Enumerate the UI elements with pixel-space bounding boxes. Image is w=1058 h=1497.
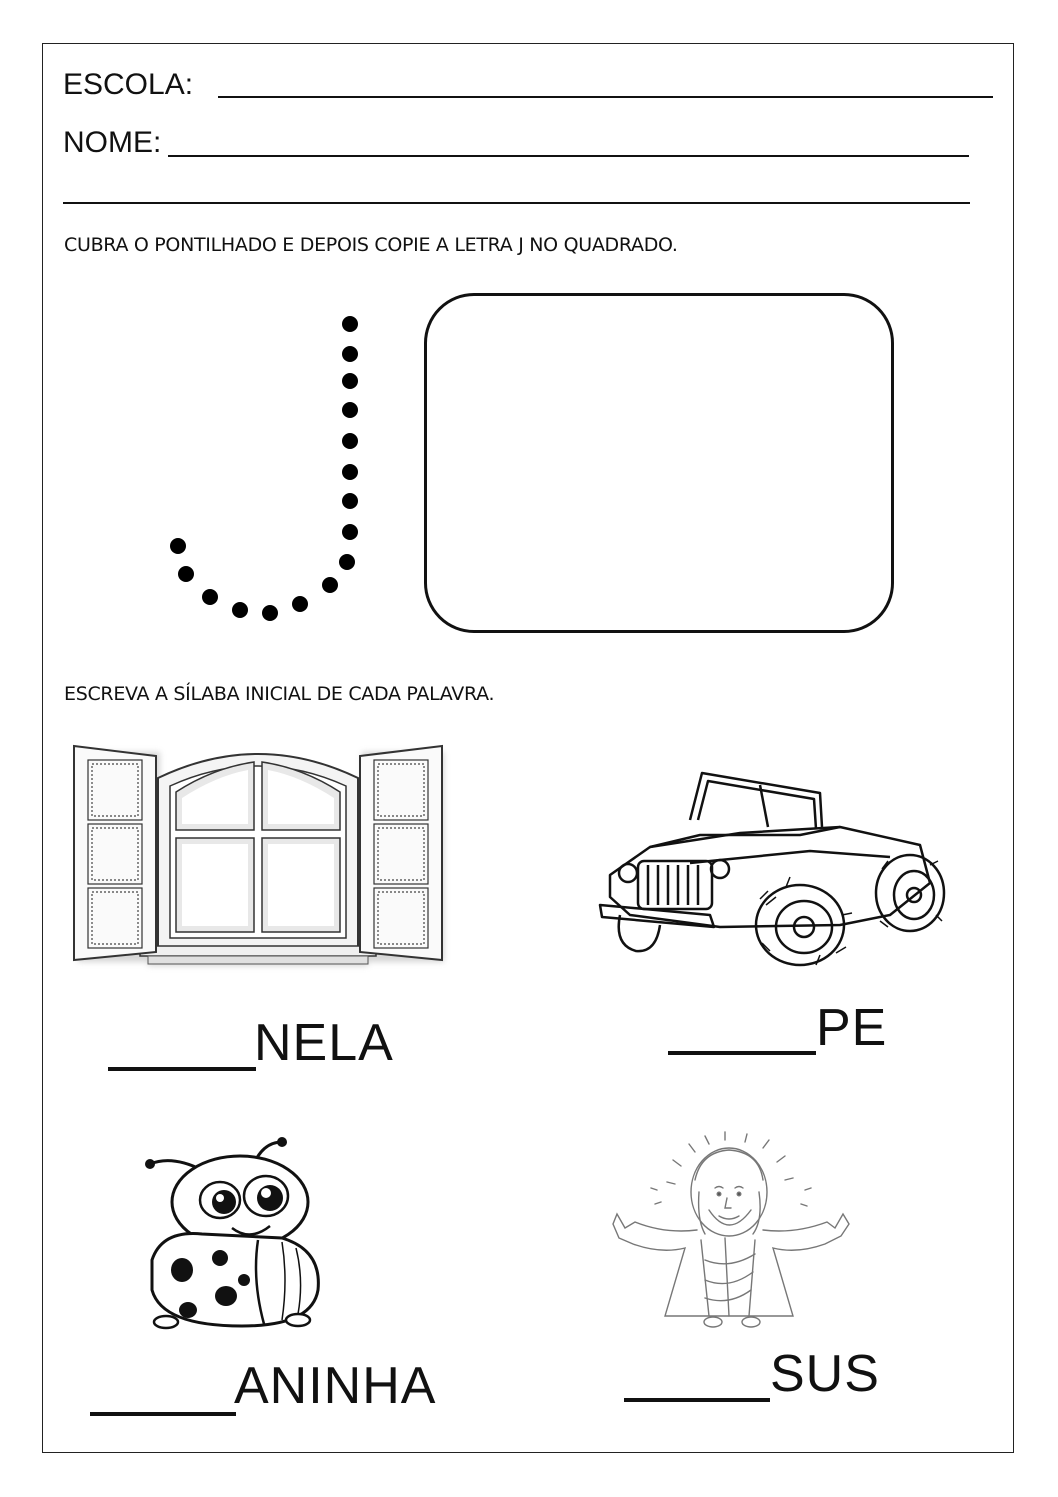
word-suffix-nela: NELA xyxy=(254,1014,394,1072)
syllable-blank-4[interactable] xyxy=(624,1398,770,1402)
trace-instruction: CUBRA O PONTILHADO E DEPOIS COPIE A LETRA J NO QUADRADO. xyxy=(64,234,678,256)
word-suffix-aninha: ANINHA xyxy=(234,1357,437,1415)
school-line[interactable] xyxy=(218,96,993,98)
school-label: ESCOLA: xyxy=(63,68,194,101)
name-line[interactable] xyxy=(168,155,969,157)
window-icon xyxy=(68,738,448,973)
syllable-blank-3[interactable] xyxy=(90,1412,236,1416)
jeep-icon xyxy=(590,765,950,975)
name-label: NOME: xyxy=(63,126,162,159)
syllable-blank-1[interactable] xyxy=(108,1067,256,1071)
ladybug-icon xyxy=(132,1130,332,1330)
word-suffix-pe: PE xyxy=(816,999,888,1057)
extra-line[interactable] xyxy=(63,202,970,204)
syllable-blank-2[interactable] xyxy=(668,1051,816,1055)
jesus-icon xyxy=(605,1130,865,1330)
dotted-letter-j-icon xyxy=(160,310,360,630)
syllable-instruction: ESCREVA A SÍLABA INICIAL DE CADA PALAVRA. xyxy=(64,683,495,705)
word-suffix-sus: SUS xyxy=(770,1345,880,1403)
letter-copy-box[interactable] xyxy=(424,293,894,633)
